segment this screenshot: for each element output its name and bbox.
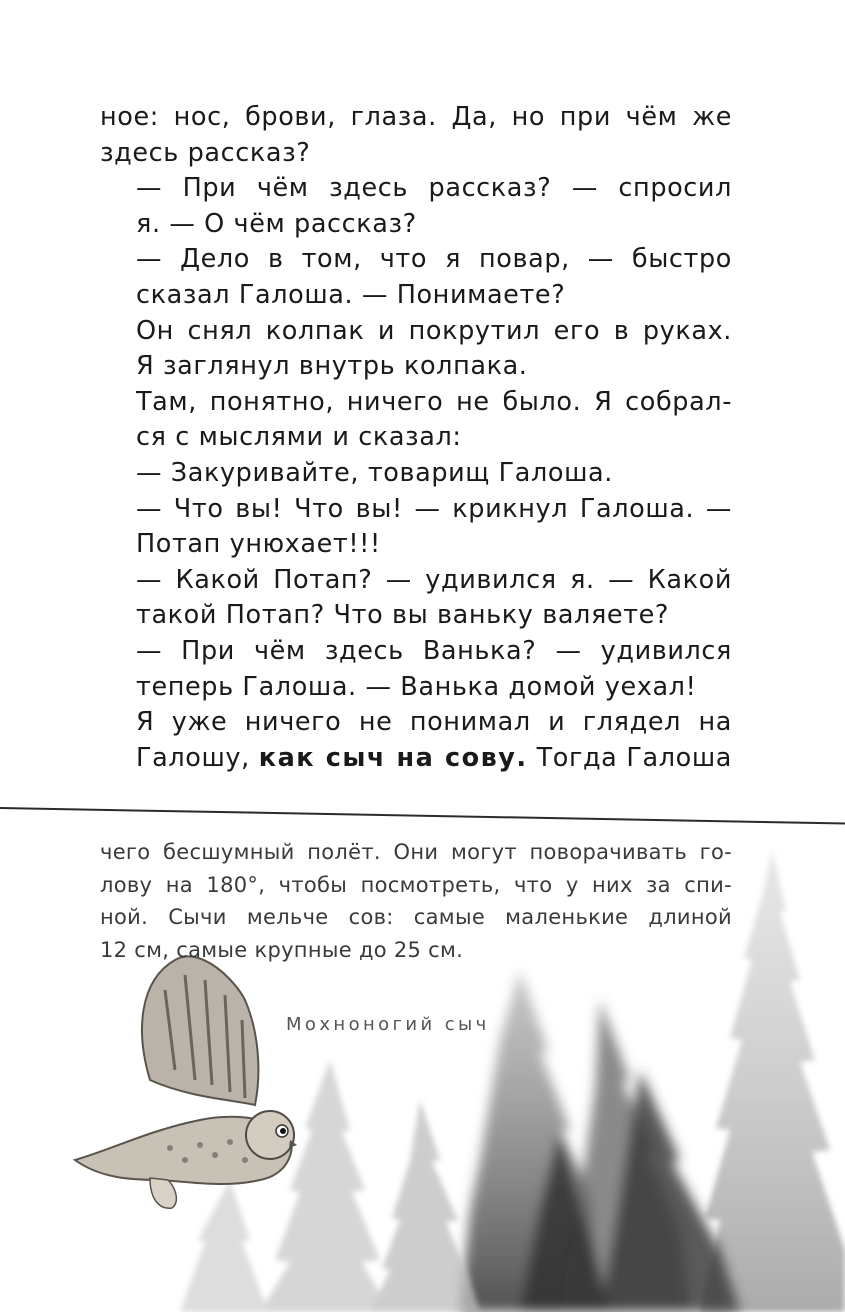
paragraph	[100, 171, 732, 242]
text-segment: Тогда Галоша	[536, 742, 732, 773]
text-line: теперь Галоша. — Ванька домой уехал!	[136, 671, 697, 702]
footnote-line: ной. Сычи мельче сов: самые маленькие длиной	[100, 905, 732, 930]
paragraph	[100, 634, 732, 705]
paragraph	[100, 314, 732, 385]
paragraph	[100, 492, 732, 563]
text-line: я. — О чём рассказ?	[136, 208, 417, 239]
text-line: сказал Галоша. — Понимаете?	[136, 279, 566, 310]
text-line: Я уже ничего не понимал и глядел на	[136, 707, 732, 738]
story-text	[100, 100, 732, 776]
text-line: Он снял колпак и покрутил его в руках.	[136, 315, 732, 346]
text-line: ное: нос, брови, глаза. Да, но при чём же	[100, 102, 732, 132]
illustration-caption: Мохноногий сыч	[286, 1014, 490, 1035]
section-divider	[0, 807, 845, 825]
text-line-with-emphasis	[100, 741, 732, 777]
text-line: — Что вы! Что вы! — крикнул Галоша. —	[136, 493, 732, 524]
paragraph	[100, 563, 732, 634]
text-line: — Закуривайте, товарищ Галоша.	[136, 457, 613, 488]
text-line: Потап унюхает!!!	[136, 529, 381, 560]
text-line: такой Потап? Что вы ваньку валяете?	[136, 600, 670, 631]
text-line: Я заглянул внутрь колпака.	[136, 351, 528, 382]
footnote-line: лову на 180°, чтобы посмотреть, что у них за спи-	[100, 872, 732, 897]
bold-phrase: как сыч на сову.	[258, 742, 528, 773]
paragraph	[100, 100, 732, 171]
text-line: — При чём здесь Ванька? — удивился	[136, 635, 732, 666]
footnote-line: чего бесшумный полёт. Они могут поворачивать го-	[100, 840, 732, 864]
paragraph	[100, 705, 732, 776]
text-line: — Какой Потап? — удивился я. — Какой	[136, 564, 732, 595]
text-line: — При чём здесь рассказ? — спросил	[136, 173, 732, 204]
text-segment: Галошу,	[136, 742, 250, 773]
text-line: ся с мыслями и сказал:	[136, 422, 462, 453]
info-footnote	[100, 836, 732, 967]
paragraph	[100, 456, 732, 492]
owl-icon	[75, 956, 297, 1208]
footnote-line: 12 см, самые крупные до 25 см.	[100, 938, 464, 963]
text-line: Там, понятно, ничего не было. Я собрал-	[136, 386, 732, 417]
text-line: здесь рассказ?	[100, 137, 311, 168]
text-line: — Дело в том, что я повар, — быстро	[136, 244, 732, 275]
paragraph	[100, 385, 732, 456]
paragraph	[100, 242, 732, 313]
